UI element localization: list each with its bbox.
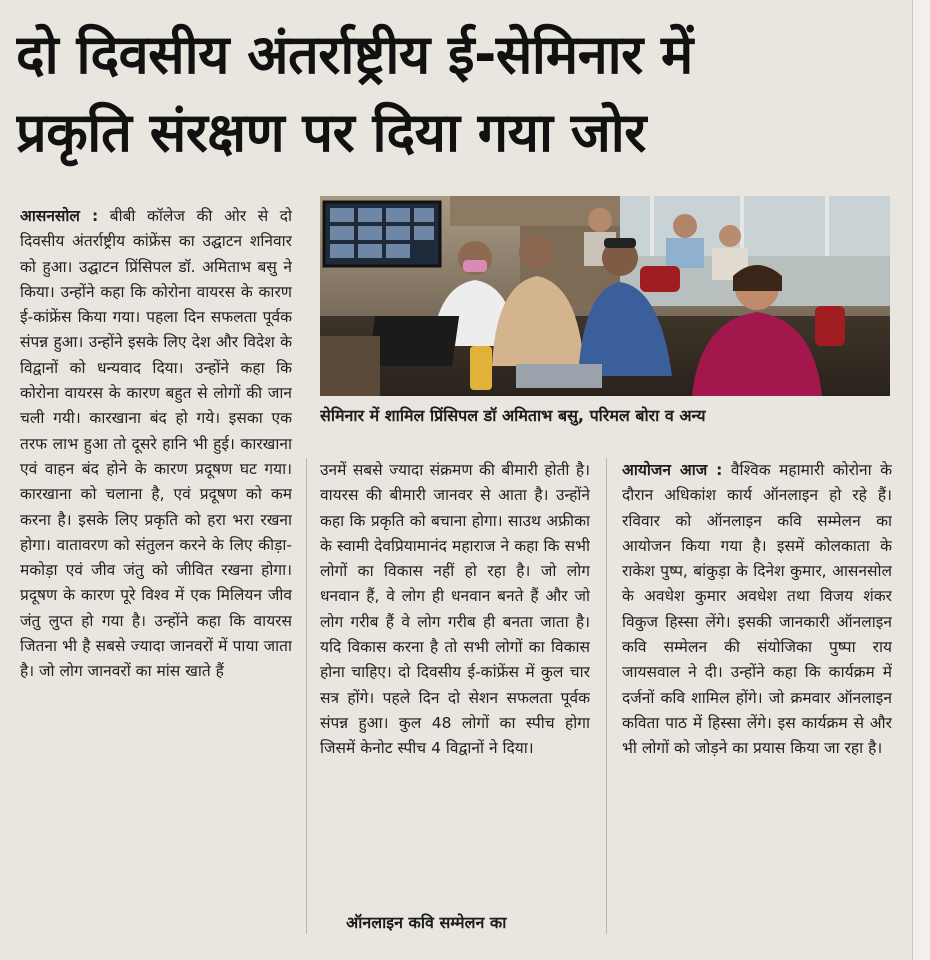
- article-column-1: [20, 204, 292, 934]
- article-column-3: [622, 458, 892, 934]
- online-poetry-subhead-continued: आयोजन आज :: [622, 461, 723, 479]
- photo-caption: सेमिनार में शामिल प्रिंसिपल डॉ अमिताभ बसु, परिमल बोरा व अन्य: [320, 406, 706, 425]
- article-column-2: [320, 458, 590, 934]
- headline: [16, 16, 900, 172]
- article-column-2-text: उनमें सबसे ज्यादा संक्रमण की बीमारी होती है। वायरस की बीमारी जानवर से आता है। उन्होंने कहा कि प्रकृति को बचाना होगा। साउथ अफ्रीका के स्वामी देवप्रियामानंद महाराज ने कहा कि सभी लोगों का विकास नहीं हो रहा है। जो लोग धनवान हैं, वे लोग ही धनवान बनते हैं और जो लोग गरीब हैं वे लोग गरीब ही बनता जाता है। यदि विकास करना है तो सभी लोगों का विकास होना चाहिए। दो दिवसीय ई-कांफ्रेंस में कुल चार सत्र होंगे। पहले दिन दो सेशन सफलता पूर्वक संपन्न हुआ। कुल 48 लोगों का स्पीच होगा जिसमें केनोट स्पीच 4 विद्वानों ने दिया।: [320, 461, 590, 758]
- cropped-previous-article: [10, 0, 910, 10]
- cropped-next-headline: [16, 938, 900, 960]
- adjacent-column-edge: [912, 0, 930, 960]
- seminar-photo: [320, 196, 890, 396]
- column-divider-1: [306, 458, 307, 934]
- headline-line-1: दो दिवसीय अंतर्राष्ट्रीय ई-सेमिनार में: [16, 23, 693, 86]
- online-poetry-subhead: ऑनलाइन कवि सम्मेलन का: [346, 913, 507, 932]
- dateline: आसनसोल :: [20, 207, 99, 225]
- seminar-photo-illustration: [320, 196, 890, 396]
- article-column-1-text: बीबी कॉलेज की ओर से दो दिवसीय अंतर्राष्ट्रीय कांफ्रेंस का उद्घाटन शनिवार को हुआ। उद्घाटन प्रिंसिपल डॉ. अमिताभ बसु ने किया। उन्होंने कहा कि कोरोना वायरस के कारण ई-कांफ्रेंस किया गया। पहला दिन सफलता पूर्वक संपन्न हुआ। उन्होंने इसके लिए देश और विदेश के विद्वानों को धन्यवाद दिया। उन्होंने कहा कि कोरोना वायरस के कारण बहुत से लोगों की जान चली गयी। कारखाना बंद हो गये। इसका एक तरफ लाभ हुआ तो दूसरे हानि भी हुई। कारखाना एवं वाहन बंद होने के कारण प्रदूषण घट गया। कारखाना को चलाना है, एवं प्रदूषण को कम करना है। इसके लिए प्रकृति को हरा भरा रखना होगा। वातावरण को संतुलन करने के लिए कीड़ा-मकोड़ा एवं जीव जंतु को जीवित रखना होगा। प्रदूषण के कारण पूरे विश्व में एक मिलियन जीव जंतु लुप्त हो गया है। उन्होंने कहा कि वायरस जितना भी है सबसे ज्यादा जानवरों में पाया जाता है। जो लोग जानवरों का मांस खाते हैं: [20, 207, 292, 681]
- headline-line-2: प्रकृति संरक्षण पर दिया गया जोर: [16, 101, 646, 164]
- column-divider-2: [606, 458, 607, 934]
- article-column-3-text: वैश्विक महामारी कोरोना के दौरान अधिकांश कार्य ऑनलाइन हो रहे हैं। रविवार को ऑनलाइन कवि सम्मेलन का आयोजन किया गया है। इसमें कोलकाता के राकेश पुष्प, बांकुड़ा के दिनेश कुमार, आसनसोल के अवधेश कुमार अवधेश तथा विजय शंकर विकुज हिस्सा लेंगे। इसकी जानकारी ऑनलाइन कवि सम्मेलन की संयोजिका पुष्पा राय जायसवाल ने दी। उन्होंने कहा कि कार्यक्रम में दर्जनों कवि शामिल होंगे। जो क्रमवार ऑनलाइन कविता पाठ में हिस्सा लेंगे। इस कार्यक्रम से और भी लोगों को जोड़ने का प्रयास किया जा रहा है।: [622, 461, 892, 758]
